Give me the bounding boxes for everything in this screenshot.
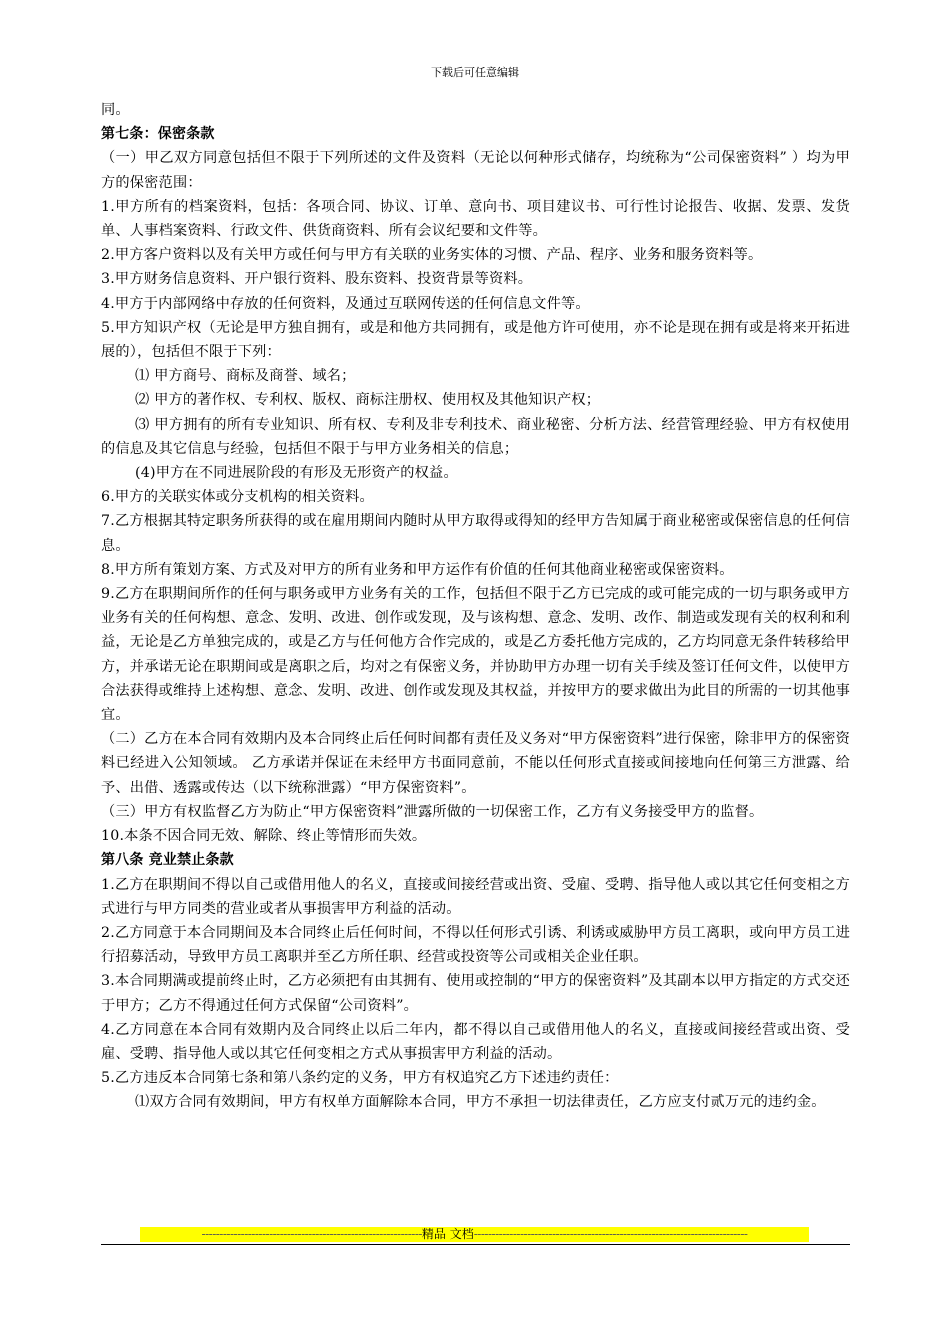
- paragraph: 5.甲方知识产权（无论是甲方独自拥有，或是和他方共同拥有，或是他方许可使用，亦不论是现在拥有或是将来开拓进展的），包括但不限于下列：: [101, 319, 850, 361]
- footer-dashes-right: -----------------------------------------------------------------------------: [473, 1227, 748, 1241]
- footer-label: 精品 文档: [421, 1227, 474, 1241]
- paragraph: 4.乙方同意在本合同有效期内及合同终止以后二年内，都不得以自己或借用他人的名义，直接或间接经营或出资、受雇、受聘、指导他人或以其它任何变相之方式从事损害甲方利益的活动。: [101, 1021, 850, 1062]
- paragraph: 3.本合同期满或提前终止时，乙方必须把有由其拥有、使用或控制的“甲方的保密资料”及其副本以甲方指定的方式交还于甲方；乙方不得通过任何方式保留“公司资料”。: [101, 973, 850, 1014]
- paragraph: （三）甲方有权监督乙方为防止“甲方保密资料”泄露所做的一切保密工作，乙方有义务接受甲方的监督。: [101, 803, 764, 820]
- sub-item: ⑵ 甲方的著作权、专利权、版权、商标注册权、使用权及其他知识产权；: [135, 392, 601, 409]
- page-header: 下载后可任意编辑: [431, 66, 519, 79]
- paragraph: 5.乙方违反本合同第七条和第八条约定的义务，甲方有权追究乙方下述违约责任：: [101, 1070, 619, 1087]
- sub-item: ⑶ 甲方拥有的所有专业知识、所有权、专利及非专利技术、商业秘密、分析方法、经营管理经验、甲方有权使用的信息及其它信息与经验，包括但不限于与甲方业务相关的信息；: [101, 416, 850, 457]
- paragraph: 2.甲方客户资料以及有关甲方或任何与甲方有关联的业务实体的习惯、产品、程序、业务和服务资料等。: [101, 247, 763, 264]
- paragraph: 1.甲方所有的档案资料，包括：各项合同、协议、订单、意向书、项目建议书、可行性讨论报告、收据、发票、发货单、人事档案资料、行政文件、供货商资料、所有会议纪要和文件等。: [101, 198, 850, 240]
- paragraph: 同。: [101, 102, 130, 118]
- paragraph: 7.乙方根据其特定职务所获得的或在雇用期间内随时从甲方取得或得知的经甲方告知属于商业秘密或保密信息的任何信息。: [101, 513, 850, 554]
- section-heading: 第八条 竞业禁止条款: [101, 852, 234, 869]
- sub-item: ⑴双方合同有效期间，甲方有权单方面解除本合同，甲方不承担一切法律责任，乙方应支付贰万元的违约金。: [135, 1094, 826, 1111]
- paragraph: 6.甲方的关联实体或分支机构的相关资料。: [101, 489, 374, 506]
- paragraph: 8.甲方所有策划方案、方式及对甲方的所有业务和甲方运作有价值的任何其他商业秘密或保密资料。: [101, 561, 734, 578]
- paragraph: 10.本条不因合同无效、解除、终止等情形而失效。: [101, 828, 427, 845]
- document-body: [101, 98, 850, 1115]
- paragraph: （一）甲乙双方同意包括但不限于下列所述的文件及资料（无论以何种形式储存，均统称为“公司保密资料” ）均为甲方的保密范围：: [101, 150, 850, 191]
- footer-dashes-left: --------------------------------------------------------------: [201, 1227, 422, 1241]
- paragraph: 4.甲方于内部网络中存放的任何资料，及通过互联网传送的任何信息文件等。: [101, 295, 590, 312]
- paragraph: （二）乙方在本合同有效期内及本合同终止后任何时间都有责任及义务对“甲方保密资料”进行保密，除非甲方的保密资料已经进入公知领域。 乙方承诺并保证在未经甲方书面同意前，不能以任何形式直接或间接地向任何第三方泄露、给予、出借、透露或传达（以下统称泄露）“甲方保密资料”。: [101, 731, 850, 796]
- sub-item: (4)甲方在不同进展阶段的有形及无形资产的权益。: [135, 465, 458, 482]
- paragraph: 3.甲方财务信息资料、开户银行资料、股东资料、投资背景等资料。: [101, 271, 533, 288]
- footer-banner: [140, 1227, 809, 1242]
- paragraph: 9.乙方在职期间所作的任何与职务或甲方业务有关的工作，包括但不限于乙方已完成的或可能完成的一切与职务或甲方业务有关的任何构想、意念、发明、改进、创作或发现，及与该构想、意念、发明、改作、制造或发现有关的权利和利益，无论是乙方单独完成的，或是乙方与任何他方合作完成的，或是乙方委托他方完成的，乙方均同意无条件转移给甲方，并承诺无论在职期间或是离职之后，均对之有保密义务，并协助甲方办理一切有关手续及签订任何文件，以使甲方合法获得或维持上述构想、意念、发明、改进、创作或发现及其权益，并按甲方的要求做出为此目的所需的一切其他事宜。: [101, 586, 850, 724]
- paragraph: 2.乙方同意于本合同期间及本合同终止后任何时间，不得以任何形式引诱、利诱或威胁甲方员工离职，或向甲方员工进行招募活动，导致甲方员工离职并至乙方所任职、经营或投资等公司或相关企业任职。: [101, 924, 850, 966]
- section-heading: 第七条：保密条款: [101, 126, 215, 143]
- paragraph: 1.乙方在职期间不得以自己或借用他人的名义，直接或间接经营或出资、受雇、受聘、指导他人或以其它任何变相之方式进行与甲方同类的营业或者从事损害甲方利益的活动。: [101, 876, 850, 917]
- sub-item: ⑴ 甲方商号、商标及商誉、域名；: [135, 368, 356, 385]
- footer-divider: [101, 1244, 850, 1245]
